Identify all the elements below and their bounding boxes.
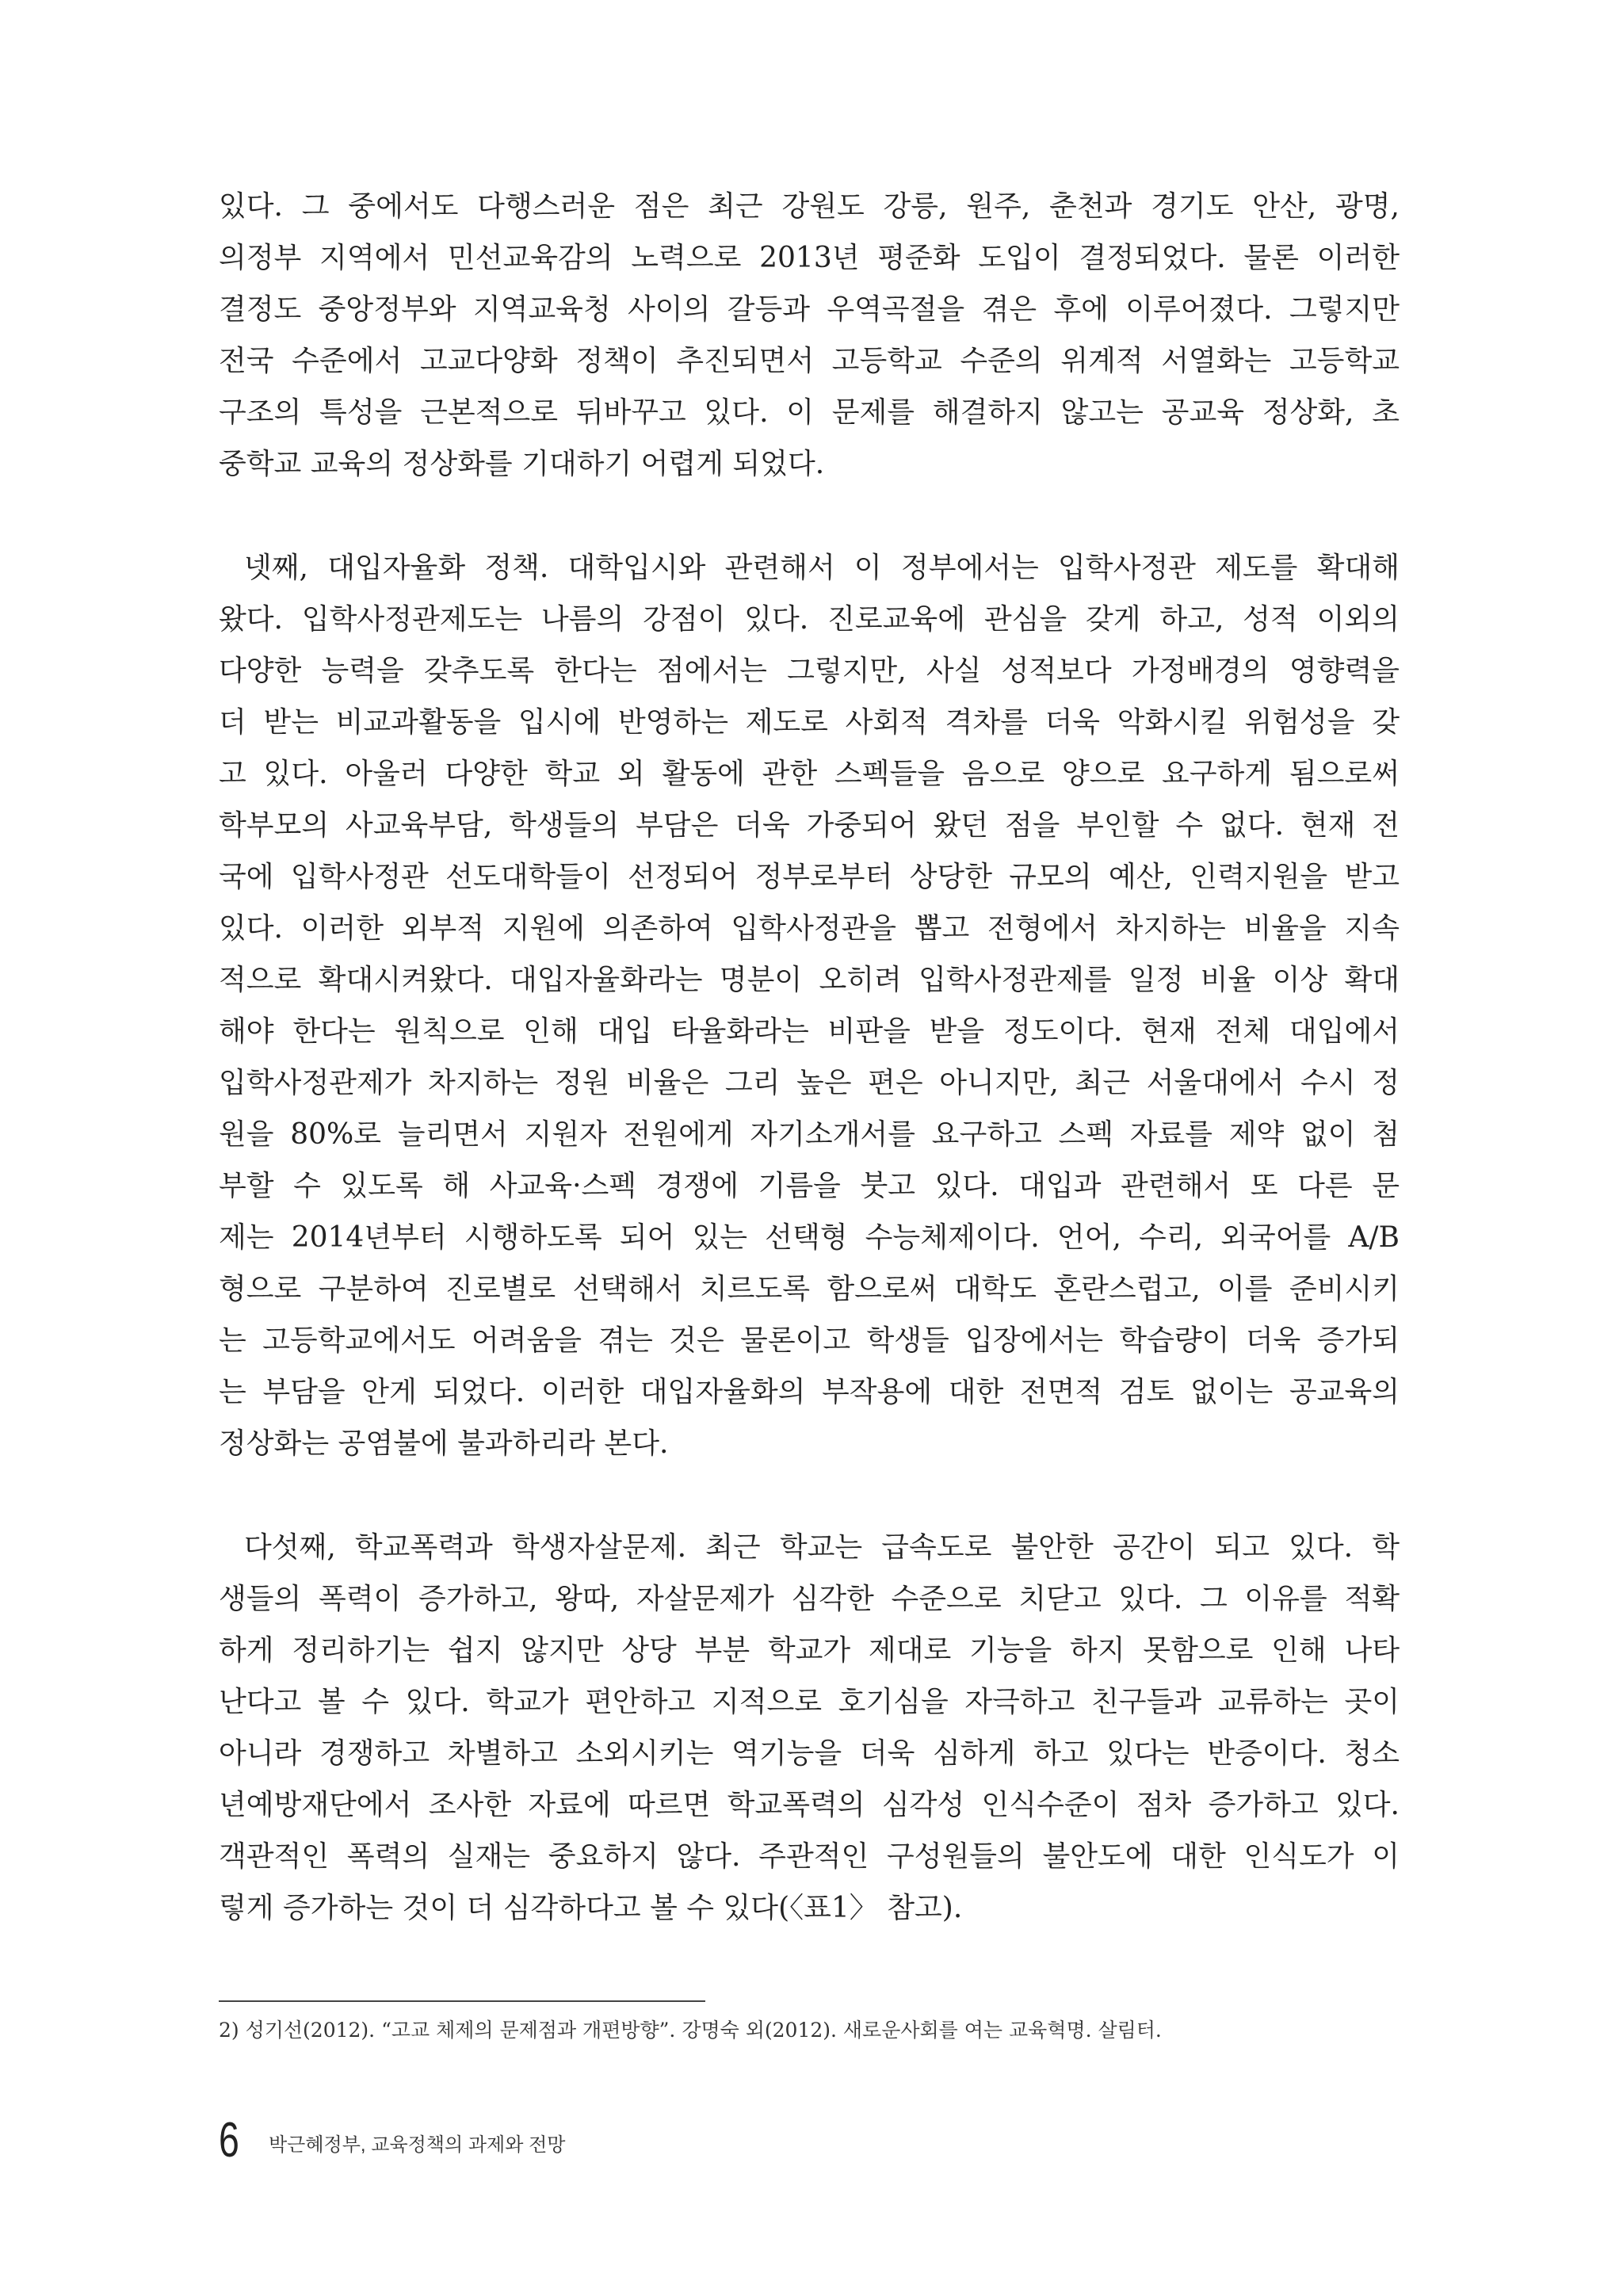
- body-line: 난다고 볼 수 있다. 학교가 편안하고 지적으로 호기심을 자극하고 친구들과 교류하는 곳이: [219, 1686, 1400, 1718]
- body-line: 더 받는 비교과활동을 입시에 반영하는 제도로 사회적 격차를 더욱 악화시킬 위험성을 갖: [219, 706, 1400, 739]
- body-line: 적으로 확대시켜왔다. 대입자율화라는 명분이 오히려 입학사정관제를 일정 비율 이상 확대: [219, 964, 1400, 996]
- body-line: 생들의 폭력이 증가하고, 왕따, 자살문제가 심각한 수준으로 치닫고 있다. 그 이유를 적확: [219, 1583, 1400, 1615]
- body-line: 객관적인 폭력의 실재는 중요하지 않다. 주관적인 구성원들의 불안도에 대한 인식도가 이: [219, 1840, 1400, 1873]
- body-line: 다섯째, 학교폭력과 학생자살문제. 최근 학교는 급속도로 불안한 공간이 되고 있다. 학: [244, 1531, 1400, 1564]
- body-line: 고 있다. 아울러 다양한 학교 외 활동에 관한 스펙들을 음으로 양으로 요구하게 됨으로써: [219, 758, 1400, 790]
- body-line: 형으로 구분하여 진로별로 선택해서 치르도록 함으로써 대학도 혼란스럽고, 이를 준비시키: [219, 1273, 1400, 1305]
- body-line: 왔다. 입학사정관제도는 나름의 강점이 있다. 진로교육에 관심을 갖게 하고, 성적 이외의: [219, 603, 1400, 636]
- body-line: 국에 입학사정관 선도대학들이 선정되어 정부로부터 상당한 규모의 예산, 인력지원을 받고: [219, 861, 1400, 893]
- paragraph-1: [219, 181, 1400, 490]
- body-line: 원을 80%로 늘리면서 지원자 전원에게 자기소개서를 요구하고 스펙 자료를 제약 없이 첨: [219, 1118, 1400, 1151]
- body-text: [219, 181, 1400, 1934]
- body-line: 는 고등학교에서도 어려움을 겪는 것은 물론이고 학생들 입장에서는 학습량이 더욱 증가되: [219, 1324, 1400, 1357]
- footnote: 2) 성기선(2012). “고교 체제의 문제점과 개편방향”. 강명숙 외(2012). 새로운사회를 여는 교육혁명. 살림터.: [219, 2019, 1162, 2042]
- paragraph-2: [219, 542, 1400, 1469]
- body-line: 있다. 그 중에서도 다행스러운 점은 최근 강원도 강릉, 원주, 춘천과 경기도 안산, 광명,: [219, 190, 1400, 223]
- body-line: 전국 수준에서 고교다양화 정책이 추진되면서 고등학교 수준의 위계적 서열화는 고등학교: [219, 345, 1400, 377]
- body-line: 결정도 중앙정부와 지역교육청 사이의 갈등과 우역곡절을 겪은 후에 이루어졌다. 그렇지만: [219, 293, 1400, 326]
- body-line: 의정부 지역에서 민선교육감의 노력으로 2013년 평준화 도입이 결정되었다. 물론 이러한: [219, 242, 1400, 274]
- body-line: 하게 정리하기는 쉽지 않지만 상당 부분 학교가 제대로 기능을 하지 못함으로 인해 나타: [219, 1634, 1400, 1667]
- body-line: 아니라 경쟁하고 차별하고 소외시키는 역기능을 더욱 심하게 하고 있다는 반증이다. 청소: [219, 1737, 1400, 1770]
- body-line: 학부모의 사교육부담, 학생들의 부담은 더욱 가중되어 왔던 점을 부인할 수 없다. 현재 전: [219, 809, 1400, 842]
- body-line: 는 부담을 안게 되었다. 이러한 대입자율화의 부작용에 대한 전면적 검토 없이는 공교육의: [219, 1376, 1400, 1408]
- body-line: 해야 한다는 원칙으로 인해 대입 타율화라는 비판을 받을 정도이다. 현재 전체 대입에서: [219, 1015, 1400, 1048]
- body-line: 년예방재단에서 조사한 자료에 따르면 학교폭력의 심각성 인식수준이 점차 증가하고 있다.: [219, 1789, 1400, 1821]
- running-title: 박근혜정부, 교육정책의 과제와 전망: [269, 2134, 566, 2156]
- paragraph-3: [219, 1522, 1400, 1934]
- body-line: 넷째, 대입자율화 정책. 대학입시와 관련해서 이 정부에서는 입학사정관 제도를 확대해: [244, 552, 1400, 584]
- footnote-divider: [219, 2000, 705, 2002]
- body-line: 렇게 증가하는 것이 더 심각하다고 볼 수 있다(〈표1〉 참고).: [219, 1892, 963, 1924]
- body-line: 다양한 능력을 갖추도록 한다는 점에서는 그렇지만, 사실 성적보다 가정배경의 영향력을: [219, 655, 1400, 687]
- body-line: 구조의 특성을 근본적으로 뒤바꾸고 있다. 이 문제를 해결하지 않고는 공교육 정상화, 초: [219, 396, 1400, 429]
- body-line: 있다. 이러한 외부적 지원에 의존하여 입학사정관을 뽑고 전형에서 차지하는 비율을 지속: [219, 912, 1400, 945]
- body-line: 부할 수 있도록 해 사교육·스펙 경쟁에 기름을 붓고 있다. 대입과 관련해서 또 다른 문: [219, 1170, 1400, 1202]
- body-line: 제는 2014년부터 시행하도록 되어 있는 선택형 수능체제이다. 언어, 수리, 외국어를 A/B: [219, 1221, 1400, 1254]
- body-line: 중학교 교육의 정상화를 기대하기 어렵게 되었다.: [219, 448, 825, 480]
- body-line: 입학사정관제가 차지하는 정원 비율은 그리 높은 편은 아니지만, 최근 서울대에서 수시 정: [219, 1067, 1400, 1099]
- body-line: 정상화는 공염불에 불과하리라 본다.: [219, 1427, 669, 1460]
- page-number: 6: [219, 2113, 239, 2168]
